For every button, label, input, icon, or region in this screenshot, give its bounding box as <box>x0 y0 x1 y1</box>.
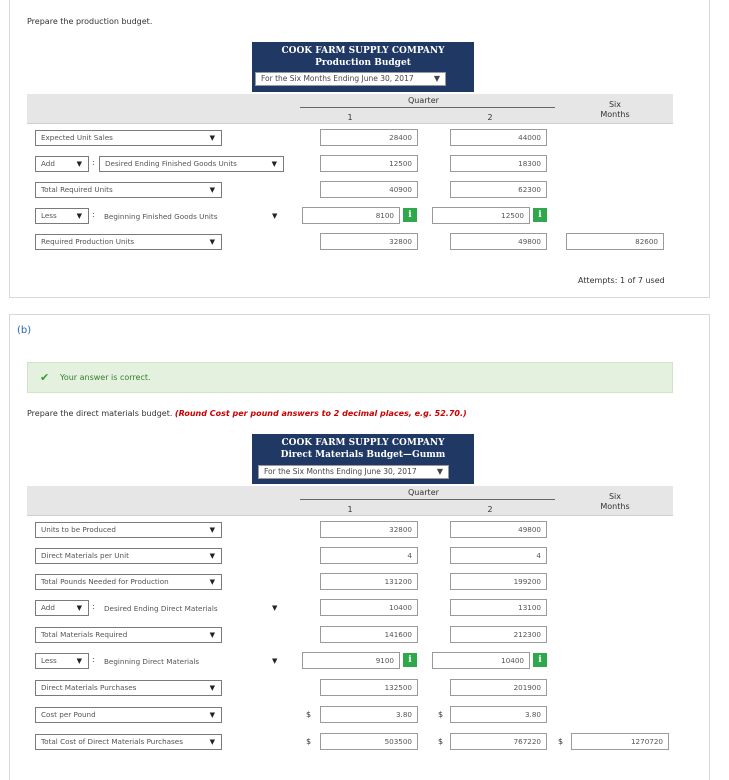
q2-required-production-input[interactable]: 49800 <box>450 233 547 250</box>
company-name: COOK FARM SUPPLY COMPANY <box>281 46 445 56</box>
period-select[interactable] <box>258 465 449 479</box>
rounding-note: (Round Cost per pound answers to 2 decimal places, e.g. 52.70.) <box>174 409 467 418</box>
chevron-down-icon: ▼ <box>271 160 277 168</box>
required-production-units-select[interactable]: Required Production Units ▼ <box>35 234 222 250</box>
q1-beginning-dm-input[interactable]: 9100 <box>302 652 400 669</box>
dollar-sign: $ <box>438 737 444 746</box>
q2-expected-sales-input[interactable]: 44000 <box>450 129 547 146</box>
add-item-label: Desired Ending Direct Materials <box>104 604 218 613</box>
info-icon[interactable]: i <box>533 208 547 222</box>
chevron-down-icon: ▼ <box>209 684 215 692</box>
production-prompt: Prepare the production budget. <box>27 17 153 26</box>
chevron-down-icon: ▼ <box>209 578 215 586</box>
chevron-down-icon: ▼ <box>209 552 215 560</box>
expected-unit-sales-select[interactable]: Expected Unit Sales ▼ <box>35 130 222 146</box>
chevron-down-icon: ▼ <box>209 631 215 639</box>
total-materials-required-select[interactable]: Total Materials Required ▼ <box>35 627 222 643</box>
dollar-sign: $ <box>438 710 444 719</box>
q1-total-cost-input[interactable]: 503500 <box>320 733 418 750</box>
q2-dm-per-unit-input[interactable]: 4 <box>450 547 547 564</box>
less-item-label: Beginning Finished Goods Units <box>104 212 218 221</box>
quarter-divider <box>300 499 555 500</box>
q1-dm-per-unit-input[interactable]: 4 <box>320 547 418 564</box>
six-months-header: Six Months <box>600 100 630 119</box>
q1-units-produced-input[interactable]: 32800 <box>320 521 418 538</box>
total-pounds-select[interactable]: Total Pounds Needed for Production ▼ <box>35 574 222 590</box>
quarter-divider <box>300 107 555 108</box>
chevron-down-icon: ▼ <box>209 238 215 246</box>
chevron-down-icon[interactable]: ▼ <box>272 212 278 220</box>
q1-required-production-input[interactable]: 32800 <box>320 233 418 250</box>
less-item-label: Beginning Direct Materials <box>104 657 200 666</box>
chevron-down-icon: ▼ <box>433 74 440 83</box>
chevron-down-icon: ▼ <box>209 738 215 746</box>
units-to-be-produced-select[interactable]: Units to be Produced ▼ <box>35 522 222 538</box>
dollar-sign: $ <box>306 737 312 746</box>
q2-beginning-dm-input[interactable]: 10400 <box>432 652 530 669</box>
q2-total-pounds-input[interactable]: 199200 <box>450 573 547 590</box>
quarter-label: Quarter <box>408 488 439 497</box>
q2-ending-dm-input[interactable]: 13100 <box>450 599 547 616</box>
add-operator-select[interactable]: Add ▼ <box>35 156 89 172</box>
budget-title: Direct Materials Budget—Gumm <box>280 450 446 460</box>
add-item-select[interactable]: Desired Ending Finished Goods Units ▼ <box>99 156 284 172</box>
q1-ending-dm-input[interactable]: 10400 <box>320 599 418 616</box>
chevron-down-icon: ▼ <box>209 526 215 534</box>
chevron-down-icon: ▼ <box>209 711 215 719</box>
chevron-down-icon: ▼ <box>76 657 82 665</box>
chevron-down-icon: ▼ <box>209 186 215 194</box>
chevron-down-icon: ▼ <box>436 467 443 476</box>
q1-purchases-input[interactable]: 132500 <box>320 679 418 696</box>
q2-purchases-input[interactable]: 201900 <box>450 679 547 696</box>
q1-expected-sales-input[interactable]: 28400 <box>320 129 418 146</box>
q2-units-produced-input[interactable]: 49800 <box>450 521 547 538</box>
correct-answer-banner <box>27 362 673 393</box>
quarter-1-label: 1 <box>347 113 353 122</box>
quarter-1-label: 1 <box>347 505 353 514</box>
less-operator-select[interactable]: Less ▼ <box>35 208 89 224</box>
period-value: For the Six Months Ending June 30, 2017 <box>264 467 417 476</box>
info-icon[interactable]: i <box>533 653 547 667</box>
check-icon: ✔ <box>40 371 50 384</box>
chevron-down-icon[interactable]: ▼ <box>272 657 278 665</box>
info-icon[interactable]: i <box>403 208 417 222</box>
dm-purchases-select[interactable]: Direct Materials Purchases ▼ <box>35 680 222 696</box>
six-months-header: Six Months <box>600 492 630 511</box>
q1-total-pounds-input[interactable]: 131200 <box>320 573 418 590</box>
q2-beginning-fg-input[interactable]: 12500 <box>432 207 530 224</box>
cost-per-pound-select[interactable]: Cost per Pound ▼ <box>35 707 222 723</box>
q2-ending-fg-input[interactable]: 18300 <box>450 155 547 172</box>
chevron-down-icon: ▼ <box>209 134 215 142</box>
q1-total-required-input[interactable]: 40900 <box>320 181 418 198</box>
quarter-2-label: 2 <box>487 505 493 514</box>
add-operator-select[interactable]: Add ▼ <box>35 600 89 616</box>
total-required-units-select[interactable]: Total Required Units ▼ <box>35 182 222 198</box>
q2-total-materials-input[interactable]: 212300 <box>450 626 547 643</box>
chevron-down-icon: ▼ <box>76 160 82 168</box>
period-select[interactable] <box>255 72 446 86</box>
dm-per-unit-select[interactable]: Direct Materials per Unit ▼ <box>35 548 222 564</box>
total-cost-dm-purchases-select[interactable]: Total Cost of Direct Materials Purchases ▼ <box>35 734 222 750</box>
chevron-down-icon: ▼ <box>76 212 82 220</box>
q2-total-cost-input[interactable]: 767220 <box>450 733 547 750</box>
q2-cost-per-pound-input[interactable]: 3.80 <box>450 706 547 723</box>
q2-total-required-input[interactable]: 62300 <box>450 181 547 198</box>
company-name: COOK FARM SUPPLY COMPANY <box>281 438 445 448</box>
direct-materials-prompt: Prepare the direct materials budget. (Round Cost per pound answers to 2 decimal places, e.g. 52.70.) <box>27 409 467 418</box>
info-icon[interactable]: i <box>403 653 417 667</box>
part-b-label: (b) <box>17 325 32 336</box>
chevron-down-icon: ▼ <box>76 604 82 612</box>
q1-ending-fg-input[interactable]: 12500 <box>320 155 418 172</box>
six-months-required-production-input[interactable]: 82600 <box>566 233 664 250</box>
less-operator-select[interactable]: Less ▼ <box>35 653 89 669</box>
q1-cost-per-pound-input[interactable]: 3.80 <box>320 706 418 723</box>
six-months-total-cost-input[interactable]: 1270720 <box>571 733 669 750</box>
budget-title: Production Budget <box>315 58 411 68</box>
dollar-sign: $ <box>558 737 564 746</box>
correct-message: Your answer is correct. <box>60 373 151 382</box>
dollar-sign: $ <box>306 710 312 719</box>
chevron-down-icon[interactable]: ▼ <box>272 604 278 612</box>
attempts-counter: Attempts: 1 of 7 used <box>578 276 665 285</box>
quarter-label: Quarter <box>408 96 439 105</box>
period-value: For the Six Months Ending June 30, 2017 <box>261 74 414 83</box>
q1-total-materials-input[interactable]: 141600 <box>320 626 418 643</box>
quarter-2-label: 2 <box>487 113 493 122</box>
q1-beginning-fg-input[interactable]: 8100 <box>302 207 400 224</box>
